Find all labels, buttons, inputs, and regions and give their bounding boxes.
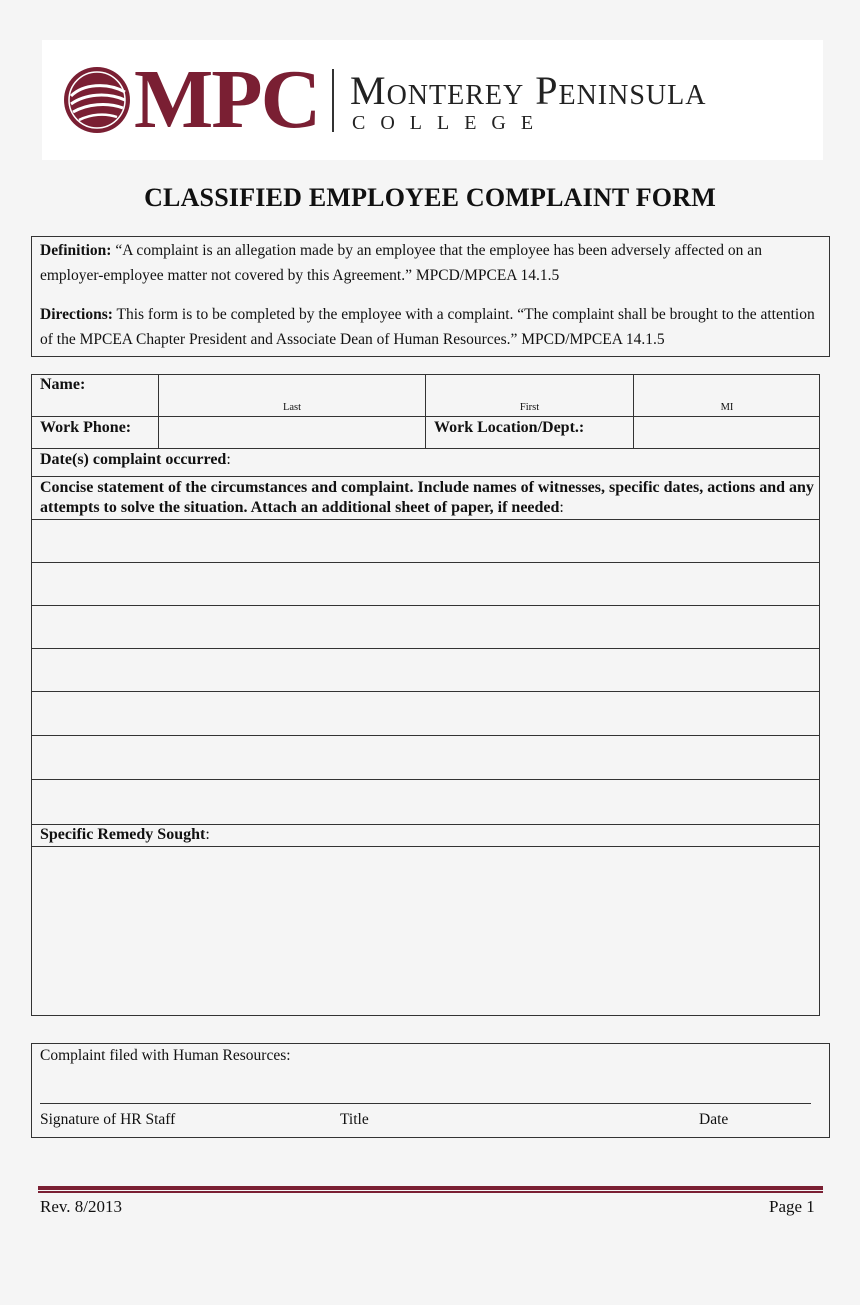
form-title: CLASSIFIED EMPLOYEE COMPLAINT FORM [144,183,716,212]
colon: : [226,451,231,468]
hr-signature-field[interactable] [40,1072,811,1102]
college-subname: COLLEGE [352,112,549,134]
signature-line [40,1103,811,1104]
last-name-field[interactable] [160,375,424,403]
directions-paragraph [40,303,820,352]
row-divider [31,519,820,520]
hr-signature-label: Signature of HR Staff [40,1111,176,1128]
mpc-seal-icon [63,66,131,134]
work-phone-label: Work Phone: [40,419,132,436]
row-divider [31,562,820,563]
revision-text: Rev. 8/2013 [40,1197,123,1216]
directions-label: Directions: [40,306,113,323]
directions-text: This form is to be completed by the employee with a complaint. “The complaint shall be brought to the attention of the MPCEA Chapter President and Associate Dean of Human Resources.” MPCD/MPCEA 14.1.5 [40,306,815,348]
last-name-sublabel: Last [282,402,302,413]
first-name-sublabel: First [519,402,540,413]
work-phone-field[interactable] [160,418,424,447]
row-divider [31,846,820,847]
colon: : [205,826,210,843]
mpc-logo-wordmark: MPC [134,53,320,146]
colon: : [559,499,564,516]
row-divider [31,476,820,477]
definition-text: “A complaint is an allegation made by an employee that the employee has been adversely affected on an employer-employee matter not covered by this Agreement.” MPCD/MPCEA 14.1.5 [40,242,762,284]
row-divider [31,779,820,780]
definition-label: Definition: [40,242,112,259]
name-label: Name: [40,376,86,393]
row-divider [31,448,820,449]
dates-occurred-label [40,450,231,470]
middle-initial-sublabel: MI [720,402,734,413]
dates-occurred-field[interactable] [270,450,818,475]
remedy-text: Specific Remedy Sought [40,826,206,843]
statement-line[interactable] [33,650,819,690]
statement-text: Concise statement of the circumstances and complaint. Include names of witnesses, specific dates, actions and any attempts to solve the situation. Attach an additional sheet of paper, if needed [40,479,814,516]
statement-label [40,478,815,518]
statement-line[interactable] [33,693,819,734]
hr-date-label: Date [699,1111,729,1128]
college-name: Monterey Peninsula [350,68,707,113]
page-number: Page 1 [769,1197,815,1216]
statement-line[interactable] [33,781,819,823]
remedy-label [40,825,210,845]
dates-occurred-text: Date(s) complaint occurred [40,451,227,468]
logo-divider [332,69,334,132]
footer-rule [38,1191,823,1193]
row-divider [31,691,820,692]
work-location-label: Work Location/Dept.: [434,419,585,436]
statement-line[interactable] [33,564,819,604]
footer-rule [38,1186,823,1190]
first-name-field[interactable] [427,375,632,403]
statement-line[interactable] [33,521,819,561]
remedy-field[interactable] [33,848,819,1014]
statement-line[interactable] [33,737,819,778]
statement-line[interactable] [33,607,819,647]
row-divider [31,648,820,649]
definition-paragraph [40,239,820,288]
hr-title-label: Title [340,1111,369,1128]
row-divider [31,605,820,606]
hr-filed-label: Complaint filed with Human Resources: [40,1047,291,1064]
row-divider [31,735,820,736]
middle-initial-field[interactable] [635,375,819,403]
work-location-field[interactable] [635,418,819,447]
